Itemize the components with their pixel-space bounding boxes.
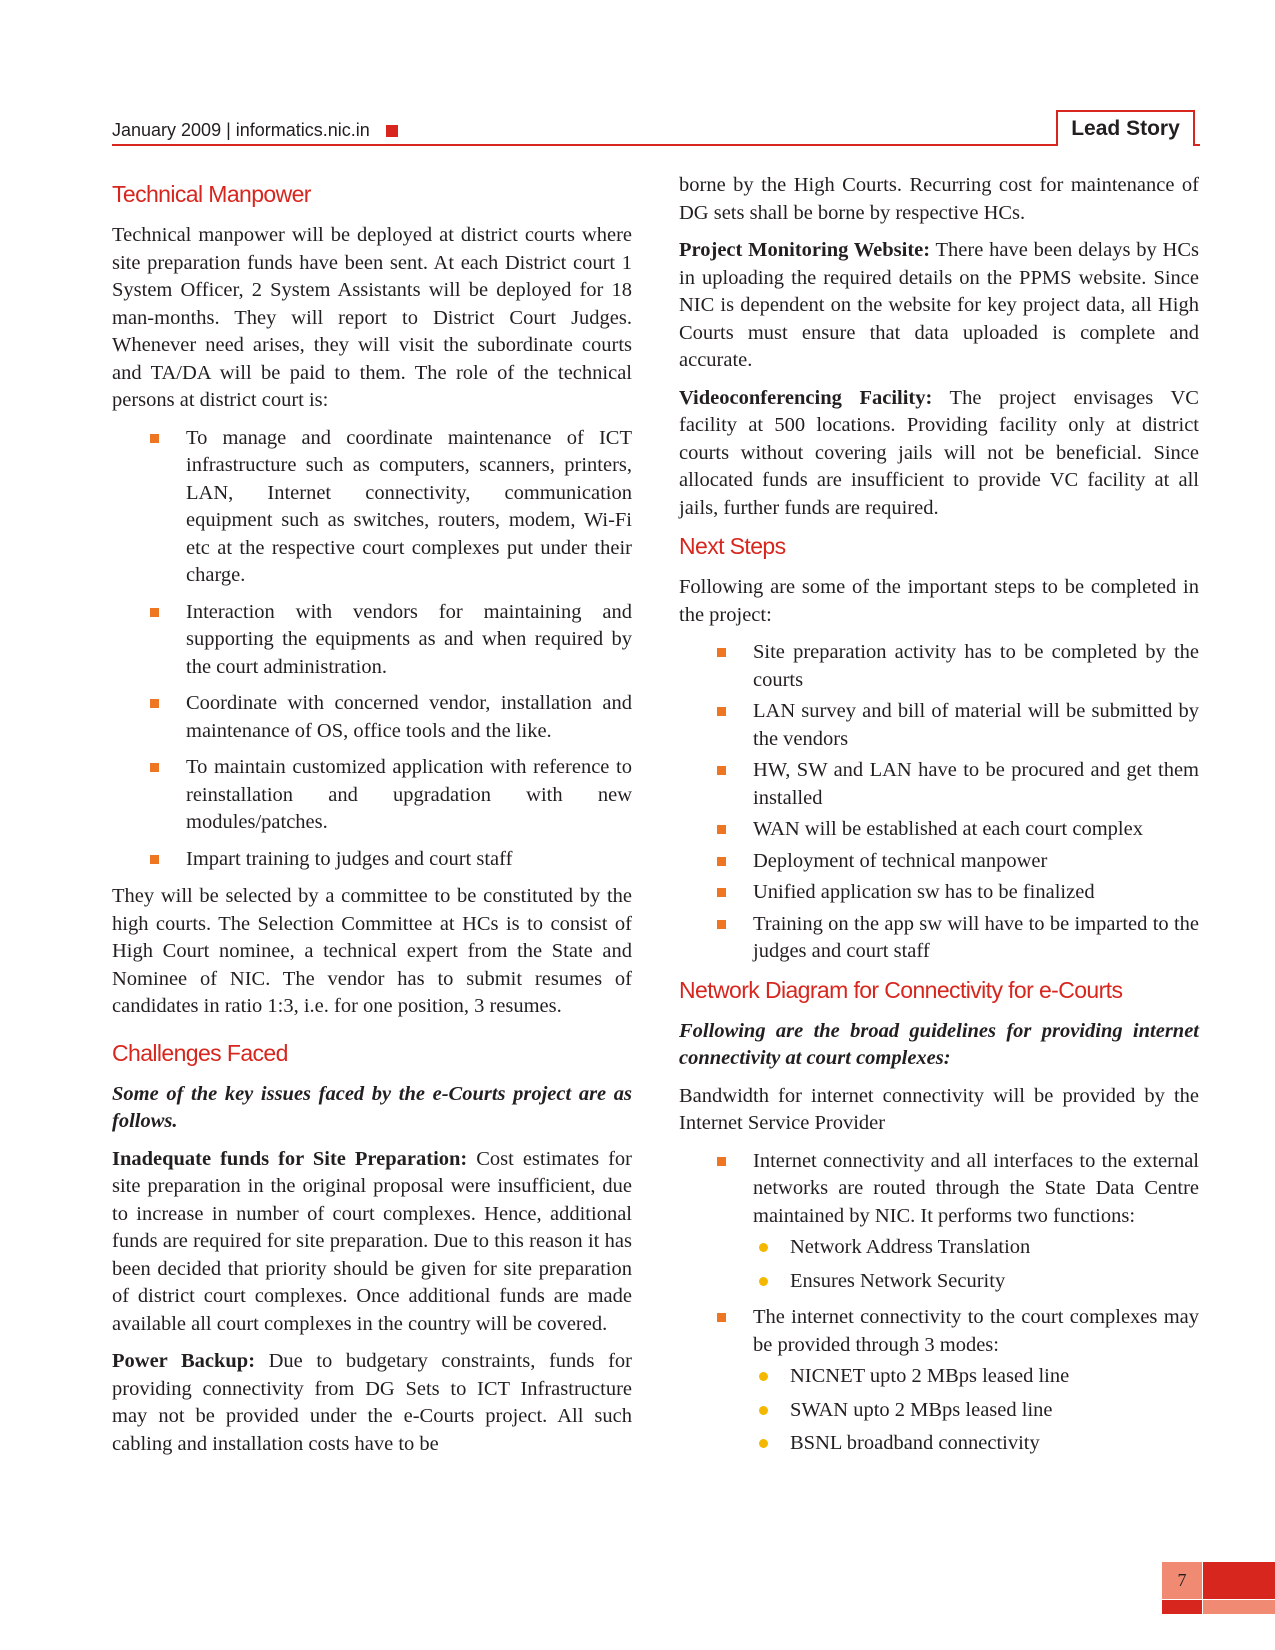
paragraph-monitoring: Project Monitoring Website: There have been delays by HCs in uploading the required details on the PPMS website. Since NIC is dependent on the website for key project data, all High Courts must ensure that data uploaded is complete and accurate.	[679, 239, 1199, 371]
page-corner-block	[1203, 1562, 1275, 1599]
list-item: SWAN upto 2 MBps leased line	[790, 1397, 1199, 1425]
list-item: Unified application sw has to be finalized	[753, 879, 1199, 907]
list-item: Training on the app sw will have to be imparted to the judges and court staff	[753, 911, 1199, 966]
square-bullet-icon	[717, 707, 726, 716]
paragraph-power: Power Backup: Due to budgetary constraints, funds for providing connectivity from DG Sets to ICT Infrastructure may not be provided under the e-Courts project. All such cabling and installation costs have to be	[112, 1350, 632, 1455]
paragraph-funds: Inadequate funds for Site Preparation: Cost estimates for site preparation in the original proposal were insufficient, due to increase in number of court complexes. Hence, additional funds are required for site preparation. Due to this reason it has been decided that priority should be given for site preparation of district court complexes. Once additional funds are made available all court complexes in the country will be covered.	[112, 1147, 632, 1335]
steps-list	[679, 639, 1199, 966]
list-item: The internet connectivity to the court complexes may be provided through 3 modes: NICNET upto 2 MBps leased line SWAN upto 2 MBps leased line BSNL broadband connectivity	[753, 1304, 1199, 1458]
paragraph-manpower: Technical manpower will be deployed at district courts where site preparation funds have been sent. At each District court 1 System Officer, 2 System Assistants will be deployed for 18 man-months. They will report to District Court Judges. Whenever need arises, they will visit the subordinate courts and TA/DA will be paid to them. The role of the technical persons at district court is:	[112, 224, 632, 411]
square-bullet-icon	[717, 888, 726, 897]
list-item: Deployment of technical manpower	[753, 848, 1199, 876]
paragraph-bandwidth: Bandwidth for internet connectivity will be provided by the Internet Service Provider	[679, 1084, 1199, 1134]
page-corner-strip	[1203, 1600, 1275, 1614]
square-bullet-icon	[717, 825, 726, 834]
list-item: WAN will be established at each court complex	[753, 816, 1199, 844]
round-bullet-icon	[759, 1277, 768, 1286]
list-item: Internet connectivity and all interfaces to the external networks are routed through the State Data Centre maintained by NIC. It performs two functions: Network Address Translation Ensures Network Security	[753, 1148, 1199, 1296]
header-rule	[112, 144, 1200, 146]
right-column	[679, 172, 1199, 1468]
list-item: LAN survey and bill of material will be submitted by the vendors	[753, 698, 1199, 753]
paragraph-selection: They will be selected by a committee to be constituted by the high courts. The Selection Committee at HCs is to consist of High Court nominee, a technical expert from the State and Nominee of NIC. The vendor has to submit resumes of candidates in ratio 1:3, i.e. for one position, 3 resumes.	[112, 885, 632, 1017]
roles-list	[112, 425, 632, 874]
list-item: Coordinate with concerned vendor, installation and maintenance of OS, office tools and the like.	[186, 690, 632, 745]
paragraph-videoconferencing: Videoconferencing Facility: The project envisages VC facility at 500 locations. Providing facility only at district courts without covering jails will not be beneficial. Since allocated funds are insufficient to provide VC facility at all jails, further funds are required.	[679, 386, 1199, 519]
heading-next-steps: Next Steps	[679, 533, 786, 559]
list-item: Impart training to judges and court staff	[186, 846, 632, 874]
page-corner-strip	[1162, 1600, 1202, 1614]
list-item: HW, SW and LAN have to be procured and get them installed	[753, 757, 1199, 812]
issue-text: January 2009 | informatics.nic.in	[112, 120, 370, 140]
left-column	[112, 180, 632, 1468]
square-bullet-icon	[717, 1157, 726, 1166]
heading-network-diagram: Network Diagram for Connectivity for e-Courts	[679, 976, 1123, 1003]
list-item: Ensures Network Security	[790, 1268, 1199, 1296]
list-item: NICNET upto 2 MBps leased line	[790, 1363, 1199, 1391]
power-label: Power Backup:	[112, 1350, 256, 1372]
modes-list	[753, 1363, 1199, 1458]
list-item: Interaction with vendors for maintaining and supporting the equipments as and when required by the court administration.	[186, 599, 632, 682]
round-bullet-icon	[759, 1439, 768, 1448]
red-square-icon	[386, 125, 398, 137]
round-bullet-icon	[759, 1406, 768, 1415]
square-bullet-icon	[717, 857, 726, 866]
paragraph-issues-intro: Some of the key issues faced by the e-Courts project are as follows.	[112, 1082, 632, 1132]
paragraph-continued: borne by the High Courts. Recurring cost for maintenance of DG sets shall be borne by respective HCs.	[679, 174, 1199, 224]
square-bullet-icon	[717, 920, 726, 929]
square-bullet-icon	[150, 434, 159, 443]
square-bullet-icon	[717, 766, 726, 775]
paragraph-next-intro: Following are some of the important steps to be completed in the project:	[679, 576, 1199, 626]
heading-technical-manpower: Technical Manpower	[112, 181, 311, 207]
list-item: To maintain customized application with reference to reinstallation and upgradation with new modules/patches.	[186, 754, 632, 837]
funds-label: Inadequate funds for Site Preparation:	[112, 1147, 468, 1170]
square-bullet-icon	[150, 855, 159, 864]
issue-line	[112, 120, 398, 141]
page-number: 7	[1162, 1562, 1202, 1599]
round-bullet-icon	[759, 1243, 768, 1252]
square-bullet-icon	[717, 648, 726, 657]
square-bullet-icon	[150, 608, 159, 617]
section-label: Lead Story	[1056, 110, 1195, 146]
paragraph-guidelines: Following are the broad guidelines for providing internet connectivity at court complexes:	[679, 1019, 1199, 1069]
round-bullet-icon	[759, 1372, 768, 1381]
list-item: BSNL broadband connectivity	[790, 1430, 1199, 1458]
monitoring-label: Project Monitoring Website:	[679, 239, 931, 261]
square-bullet-icon	[717, 1313, 726, 1322]
square-bullet-icon	[150, 763, 159, 772]
square-bullet-icon	[150, 699, 159, 708]
list-item: To manage and coordinate maintenance of ICT infrastructure such as computers, scanners, printers, LAN, Internet connectivity, communication equipment such as switches, routers, modem, Wi-Fi etc at the respective court complexes put under their charge.	[186, 425, 632, 590]
network-list	[679, 1148, 1199, 1458]
list-item: Network Address Translation	[790, 1234, 1199, 1262]
videoconferencing-label: Videoconferencing Facility:	[679, 386, 933, 409]
heading-challenges: Challenges Faced	[112, 1039, 288, 1066]
functions-list	[753, 1234, 1199, 1295]
list-item: Site preparation activity has to be completed by the courts	[753, 639, 1199, 694]
